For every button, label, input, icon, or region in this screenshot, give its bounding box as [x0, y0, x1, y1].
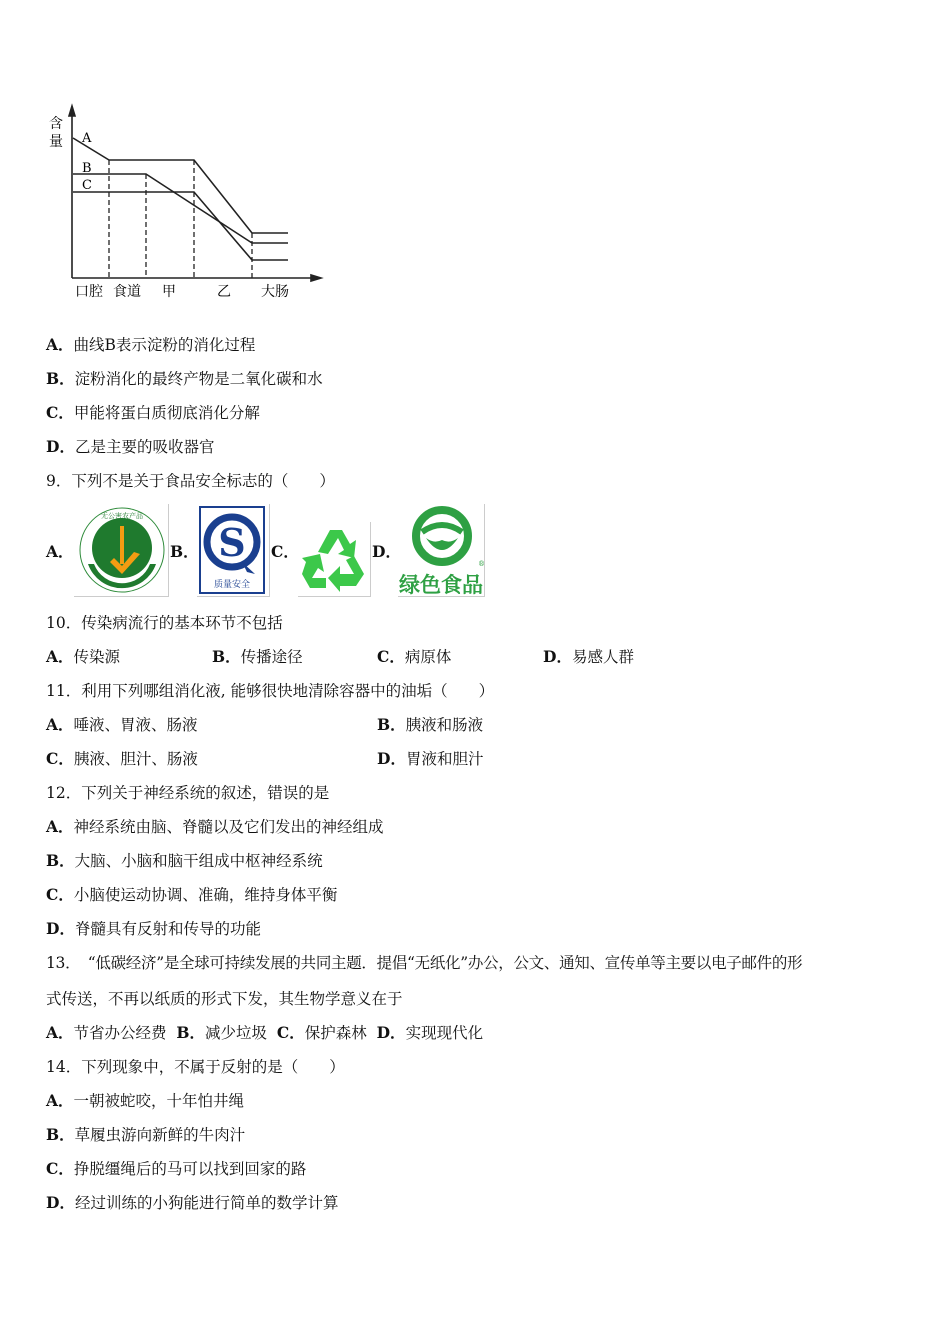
q14-option-b[interactable] [46, 1125, 245, 1145]
option-text: 草履虫游向新鲜的牛肉汁 [74, 1126, 246, 1144]
x-label: 口腔 [75, 284, 103, 300]
option-text: 挣脱缰绳后的马可以找到回家的路 [73, 1160, 307, 1178]
curve-label-c: C [82, 178, 92, 193]
option-text: 实现现代化 [405, 1024, 484, 1042]
svg-text:S: S [218, 520, 246, 565]
option-key: C． [46, 403, 74, 422]
option-key: A． [46, 715, 74, 734]
option-key: B． [46, 1125, 75, 1144]
svg-text:绿色食品: 绿色食品 [399, 572, 483, 597]
option-text: 病原体 [404, 648, 452, 666]
option-text: 神经系统由脑、脊髓以及它们发出的神经组成 [73, 818, 384, 836]
option-key: B． [46, 369, 75, 388]
curve-label-b: B [82, 161, 92, 176]
option-text: 经过训练的小狗能进行简单的数学计算 [74, 1194, 339, 1212]
svg-text:无公害农产品: 无公害农产品 [101, 512, 143, 520]
option-key: C． [377, 647, 405, 666]
option-key: D． [46, 437, 75, 456]
q11-option-c[interactable] [46, 749, 198, 769]
x-label: 乙 [217, 284, 231, 300]
q9-option-d-key[interactable]: D． [372, 542, 401, 561]
q13-option-b[interactable] [176, 1024, 267, 1042]
option-key: A． [46, 1091, 74, 1110]
curve-a [73, 138, 288, 233]
option-text: 乙是主要的吸收器官 [74, 438, 215, 456]
q14-option-d[interactable] [46, 1193, 338, 1213]
option-text: 保护森林 [304, 1024, 367, 1042]
option-text: 易感人群 [571, 648, 634, 666]
q9-option-b-key[interactable]: B． [170, 542, 199, 561]
option-text: 大脑、小脑和脑干组成中枢神经系统 [74, 852, 323, 870]
svg-text:®: ® [478, 560, 485, 568]
option-key: A． [46, 647, 74, 666]
q10-option-a[interactable] [46, 647, 120, 667]
q11-option-b[interactable] [377, 715, 483, 735]
option-text: 一朝被蛇咬，十年怕井绳 [73, 1092, 245, 1110]
option-text: 曲线B表示淀粉的消化过程 [73, 336, 256, 354]
option-key: C． [46, 885, 74, 904]
q12-stem: 12．下列关于神经系统的叙述，错误的是 [46, 784, 330, 802]
option-text: 淀粉消化的最终产物是二氧化碳和水 [74, 370, 323, 388]
curve-label-a: A [82, 131, 92, 146]
qs-icon[interactable] [197, 504, 270, 597]
option-text: 脊髓具有反射和传导的功能 [74, 920, 261, 938]
option-key: B． [176, 1023, 206, 1042]
q10-option-b[interactable] [212, 647, 303, 667]
q9-option-c-key[interactable]: C． [271, 542, 299, 561]
option-key: D． [543, 647, 572, 666]
recycle-icon[interactable] [298, 522, 371, 597]
option-text: 甲能将蛋白质彻底消化分解 [73, 404, 260, 422]
q9-option-a-key[interactable]: A． [46, 542, 74, 561]
x-label: 食道 [113, 284, 141, 300]
option-key: D． [46, 1193, 75, 1212]
option-key: D． [46, 919, 75, 938]
q14-option-a[interactable] [46, 1091, 244, 1111]
q13-option-d[interactable] [377, 1024, 483, 1042]
option-text: 节省办公经费 [73, 1024, 167, 1042]
x-label: 甲 [162, 284, 176, 300]
q13-stem-line-2: 式传送，不再以纸质的形式下发，其生物学意义在于 [46, 990, 403, 1008]
q9-stem: 9．下列不是关于食品安全标志的（ ） [46, 472, 335, 490]
q8-option-c[interactable] [46, 403, 260, 423]
option-text: 传播途径 [240, 648, 303, 666]
q14-option-c[interactable] [46, 1159, 306, 1179]
q10-option-c[interactable] [377, 647, 451, 667]
q8-option-b[interactable] [46, 369, 323, 389]
option-key: B． [377, 715, 406, 734]
q14-stem: 14．下列现象中，不属于反射的是（ ） [46, 1058, 345, 1076]
option-key: A． [46, 1023, 74, 1042]
q11-option-a[interactable] [46, 715, 198, 735]
q8-option-d[interactable] [46, 437, 214, 457]
option-key: B． [46, 851, 75, 870]
q13-options [46, 1023, 483, 1043]
option-text: 胃液和胆汁 [405, 750, 484, 768]
option-key: C． [276, 1023, 305, 1042]
q11-stem: 11．利用下列哪组消化液, 能够很快地清除容器中的油垢（ ） [46, 682, 495, 700]
q11-option-d[interactable] [377, 749, 483, 769]
green-food-icon[interactable] [398, 504, 485, 597]
q13-option-a[interactable] [46, 1024, 167, 1042]
curve-c [73, 192, 288, 260]
option-key: B． [212, 647, 241, 666]
q13-stem-line-1: 13． “低碳经济”是全球可持续发展的共同主题．提倡“无纸化”办公，公文、通知、宣传单等主要以电子邮件的形 [46, 954, 803, 972]
q12-option-a[interactable] [46, 817, 384, 837]
digestion-graph [0, 0, 340, 310]
q13-option-c[interactable] [277, 1024, 367, 1042]
option-key: D． [376, 1023, 406, 1042]
option-key: A． [46, 335, 74, 354]
option-key: D． [377, 749, 406, 768]
option-text: 胰液和肠液 [405, 716, 484, 734]
option-key: C． [46, 1159, 74, 1178]
q8-option-a[interactable] [46, 335, 255, 355]
option-text: 胰液、胆汁、肠液 [73, 750, 198, 768]
option-key: C． [46, 749, 74, 768]
option-text: 传染源 [73, 648, 121, 666]
q12-option-d[interactable] [46, 919, 261, 939]
wheat-seal-icon[interactable] [74, 504, 169, 597]
option-text: 减少垃圾 [205, 1024, 268, 1042]
option-text: 唾液、胃液、肠液 [73, 716, 198, 734]
q12-option-b[interactable] [46, 851, 323, 871]
y-axis-label-2: 量 [49, 134, 63, 150]
x-label: 大肠 [261, 284, 289, 300]
q12-option-c[interactable] [46, 885, 337, 905]
option-text: 小脑使运动协调、准确，维持身体平衡 [73, 886, 338, 904]
option-key: A． [46, 817, 74, 836]
q10-stem: 10．传染病流行的基本环节不包括 [46, 614, 283, 632]
svg-text:质量安全: 质量安全 [213, 580, 251, 590]
q10-option-d[interactable] [543, 647, 634, 667]
y-axis-label-1: 含 [49, 116, 63, 132]
